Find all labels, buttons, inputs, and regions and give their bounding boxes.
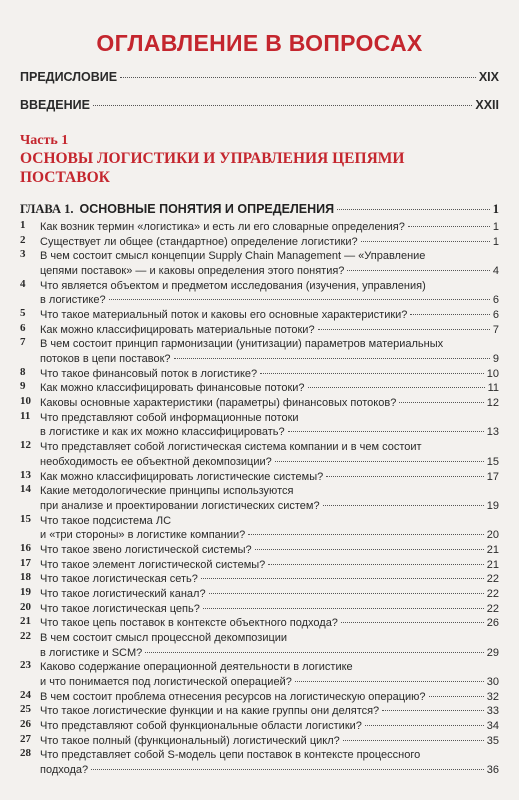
toc-question-item[interactable] [0,558,519,573]
question-text: необходимость ее объектной декомпозиции? [40,455,272,468]
chapter-label: ГЛАВА 1. [20,202,74,216]
question-text: при анализе и проектировании логистических систем? [40,499,320,512]
question-number: 13 [20,468,31,481]
question-number: 19 [20,585,31,598]
leader-dots [308,387,485,388]
question-text-line: В чем состоит смысл процессной декомпозиции [40,631,288,644]
toc-question-item[interactable] [0,631,519,660]
question-page: 22 [486,602,499,615]
question-text-line: Что представляет собой логистическая система компании и в чем состоит [40,441,422,454]
question-number: 9 [20,380,26,393]
toc-question-item[interactable] [0,748,519,777]
part-title: ОСНОВЫ ЛОГИСТИКИ И УПРАВЛЕНИЯ ЦЕПЯМИ ПОСТАВОК [20,150,405,186]
question-number: 4 [20,277,26,290]
question-number: 10 [20,395,31,408]
question-text-line [40,264,499,279]
toc-question-item[interactable] [0,616,519,631]
question-page: 11 [487,382,499,395]
leader-dots [429,696,484,697]
leader-dots [203,608,484,609]
question-text: В чем состоит проблема отнесения ресурсов на логистическую операцию? [40,690,426,703]
question-page: 4 [492,265,499,278]
toc-question-item[interactable] [0,337,519,366]
leader-dots [260,373,484,374]
question-number: 17 [20,556,31,569]
question-number: 3 [20,248,26,261]
toc-question-item[interactable] [0,690,519,705]
question-text-line [40,734,499,749]
question-page: 21 [486,543,499,556]
question-text-line [40,293,499,308]
toc-question-item[interactable] [0,367,519,382]
question-number: 22 [20,629,31,642]
question-text: в логистике и как их можно классифицировать? [40,426,285,439]
question-page: 6 [492,309,499,322]
question-text-line [40,455,499,470]
leader-dots [145,652,483,653]
entry-label: ПРЕДИСЛОВИЕ [20,70,118,84]
toc-entry-preface[interactable] [20,70,499,84]
question-text-line [40,528,499,543]
question-number: 2 [20,233,26,246]
question-page: 32 [486,690,499,703]
question-number: 11 [20,409,31,422]
leader-dots [365,725,484,726]
question-number: 15 [20,512,31,525]
page-title: ОГЛАВЛЕНИЕ В ВОПРОСАХ [96,30,423,56]
toc-question-item[interactable] [0,249,519,278]
question-text: Что такое звено логистической системы? [40,543,252,556]
question-text: Что такое логистические функции и на какие группы они делятся? [40,705,380,718]
question-page: 30 [486,675,499,688]
toc-question-item[interactable] [0,279,519,308]
toc-question-item[interactable] [0,660,519,689]
question-number: 27 [20,732,31,745]
question-number: 5 [20,307,26,320]
leader-dots [268,564,483,565]
question-page: 36 [486,764,499,776]
question-number: 16 [20,541,31,554]
question-page: 20 [486,529,499,542]
chapter-title: ОСНОВНЫЕ ПОНЯТИЯ И ОПРЕДЕЛЕНИЯ [79,202,335,216]
toc-question-item[interactable] [0,572,519,587]
question-text-line [40,675,499,690]
question-text-line [40,425,499,440]
toc-question-item[interactable] [0,704,519,719]
leader-dots [275,461,484,462]
leader-dots [248,534,483,535]
toc-question-item[interactable] [0,543,519,558]
question-text: Как возник термин «логистика» и есть ли его словарные определения? [40,221,405,233]
question-page: 17 [486,470,499,483]
question-text-line [40,323,499,338]
question-page: 29 [486,646,499,659]
question-text: Что такое материальный поток и каковы его основные характеристики? [40,309,408,322]
leader-dots [337,209,490,210]
question-text-line [40,572,499,587]
question-page: 9 [492,353,499,366]
question-text-line [40,690,499,705]
question-text-line: Каково содержание операционной деятельности в логистике [40,661,353,674]
toc-question-item[interactable] [0,308,519,323]
toc-question-item[interactable] [0,323,519,338]
question-page: 13 [486,426,499,439]
leader-dots [209,593,484,594]
toc-question-item[interactable] [0,734,519,749]
question-text-line [40,719,499,734]
question-text-line [40,235,499,250]
chapter-page: 1 [492,202,499,216]
question-page: 22 [486,573,499,586]
leader-dots [120,77,476,78]
question-page: 12 [486,397,499,410]
question-text-line [40,352,499,367]
question-number: 1 [20,219,26,231]
question-text: Что такое полный (функциональный) логистический цикл? [40,734,340,747]
question-page: 33 [486,705,499,718]
leader-dots [399,402,483,403]
question-number: 8 [20,365,26,378]
toc-question-item[interactable] [0,514,519,543]
question-text-line [40,616,499,631]
toc-question-item[interactable] [0,381,519,396]
question-number: 7 [20,336,26,349]
question-list [0,220,519,778]
question-text-line [40,499,499,514]
question-page: 1 [492,221,499,233]
question-page: 6 [492,294,499,307]
leader-dots [410,314,489,315]
question-page: 22 [486,587,499,600]
question-page: 19 [486,499,499,512]
question-page: 34 [486,719,499,732]
toc-question-item[interactable] [0,411,519,440]
toc-question-item[interactable] [0,220,519,235]
toc-question-item[interactable] [0,396,519,411]
question-page: 1 [492,235,499,248]
question-text: Что такое логистическая цепь? [40,602,200,615]
toc-question-item[interactable] [0,719,519,734]
question-text: и что понимается под логистической операцией? [40,675,292,688]
question-page: 35 [486,734,499,747]
question-text: цепями поставок» — и каковы определения этого понятия? [40,265,345,278]
question-text-line: В чем состоит принцип гармонизации (унитизации) параметров материальных [40,338,444,351]
question-text-line [40,396,499,411]
question-page: 7 [492,323,499,336]
toc-question-item[interactable] [0,235,519,250]
question-number: 24 [20,688,31,701]
toc-entry-introduction[interactable] [20,98,499,112]
toc-question-item[interactable] [0,484,519,513]
question-text-line [40,646,499,661]
question-text: подхода? [40,764,89,776]
question-text-line [40,220,499,235]
part-label: Часть 1 [20,133,69,148]
question-text-line: В чем состоит смысл концепции Supply Chain Management — «Управление [40,250,426,263]
question-text: потоков в цепи поставок? [40,353,171,366]
question-text: Что такое финансовый поток в логистике? [40,367,258,380]
toc-question-item[interactable] [0,440,519,469]
question-text: Что представляют собой функциональные области логистики? [40,719,362,732]
leader-dots [347,270,489,271]
leader-dots [201,578,484,579]
question-text: Существует ли общее (стандартное) определение логистики? [40,235,358,248]
leader-dots [174,358,490,359]
leader-dots [288,431,484,432]
question-number: 23 [20,659,31,672]
question-page: 21 [486,558,499,571]
toc-question-item[interactable] [0,602,519,617]
question-number: 26 [20,717,31,730]
question-text: Что такое логистическая сеть? [40,573,198,586]
question-text-line [40,367,499,382]
question-text: Что такое логистический канал? [40,587,206,600]
question-text-line [40,308,499,323]
chapter-entry[interactable] [20,202,499,217]
leader-dots [91,769,484,770]
question-text: Как можно классифицировать финансовые потоки? [40,382,305,395]
question-text-line [40,587,499,602]
question-text: и «три стороны» в логистике компании? [40,529,246,542]
question-text-line: Что представляет собой S-модель цепи поставок в контексте процессного [40,749,421,762]
leader-dots [255,549,484,550]
leader-dots [408,226,490,227]
question-number: 21 [20,615,31,628]
question-page: 15 [486,455,499,468]
question-number: 28 [20,747,31,760]
question-text: в логистике и SCM? [40,646,143,659]
question-text-line: Что является объектом и предметом исследования (изучения, управления) [40,279,426,292]
leader-dots [361,241,490,242]
question-page: 10 [486,367,499,380]
question-text-line [40,763,499,778]
question-text: Что такое элемент логистической системы? [40,558,266,571]
question-number: 12 [20,439,31,452]
entry-page: XXII [475,98,499,112]
question-text: в логистике? [40,294,106,307]
toc-question-item[interactable] [0,587,519,602]
question-text-line [40,381,499,396]
leader-dots [93,105,472,106]
question-text: Как можно классифицировать материальные потоки? [40,323,315,336]
leader-dots [318,329,490,330]
question-text-line: Какие методологические принципы используются [40,485,294,498]
entry-page: XIX [478,70,499,84]
leader-dots [295,681,484,682]
question-text-line [40,704,499,719]
question-page: 26 [486,617,499,630]
question-number: 18 [20,571,31,584]
toc-question-item[interactable] [0,470,519,485]
question-text-line: Что представляют собой информационные потоки [40,411,299,424]
leader-dots [109,299,490,300]
question-text: Как можно классифицировать логистические системы? [40,470,324,483]
question-text-line [40,558,499,573]
leader-dots [326,476,484,477]
question-text-line [40,470,499,485]
entry-label: ВВЕДЕНИЕ [20,98,90,112]
leader-dots [382,710,484,711]
question-text-line [40,602,499,617]
leader-dots [341,622,484,623]
question-number: 25 [20,703,31,716]
question-text: Каковы основные характеристики (параметры) финансовых потоков? [40,397,397,410]
question-number: 14 [20,483,31,496]
question-number: 6 [20,321,26,334]
leader-dots [343,740,484,741]
question-text: Что такое цепь поставок в контексте объектного подхода? [40,617,338,630]
question-number: 20 [20,600,31,613]
leader-dots [323,505,484,506]
question-text-line: Что такое подсистема ЛС [40,514,172,527]
question-text-line [40,543,499,558]
